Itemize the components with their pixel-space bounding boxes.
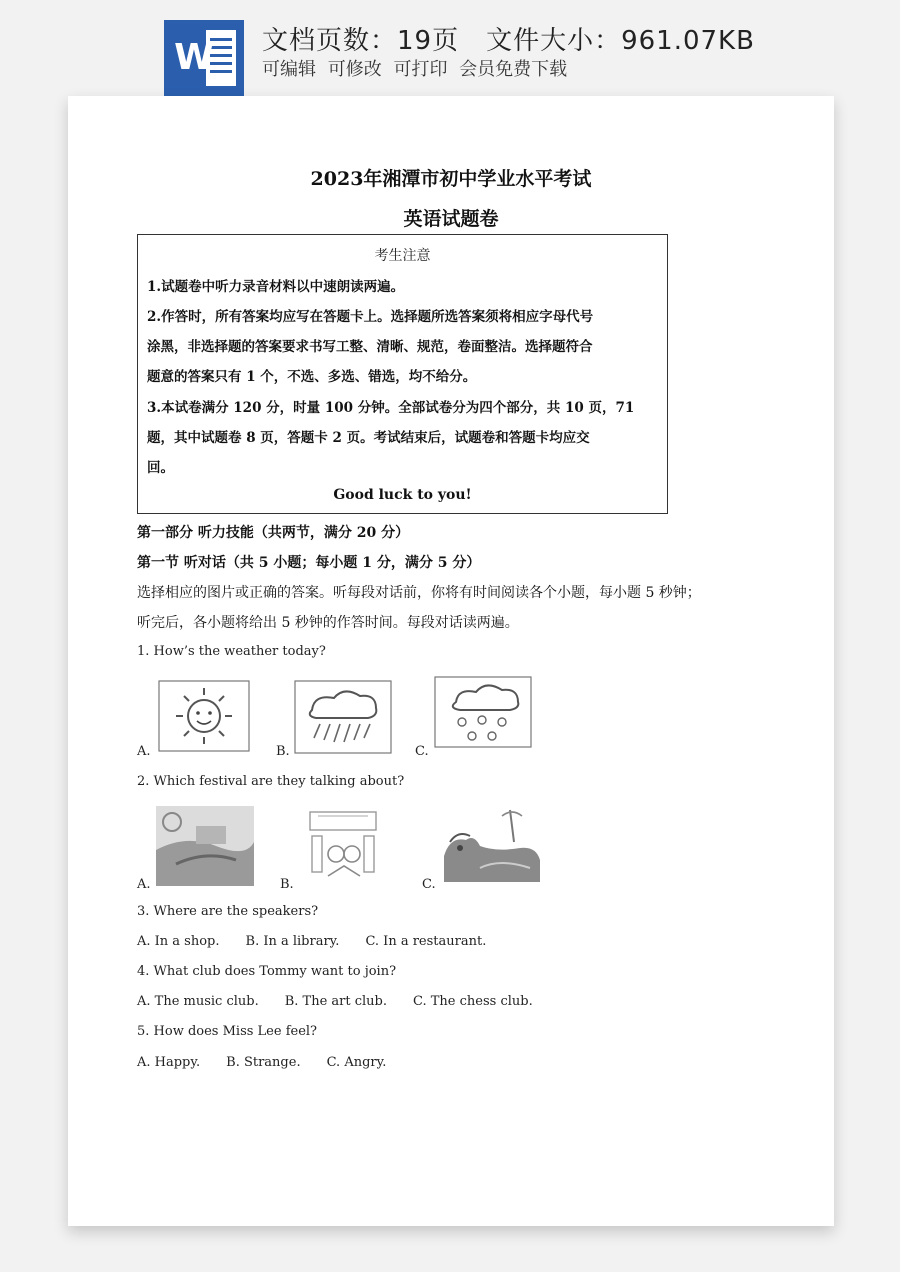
mid-autumn-image — [156, 806, 254, 886]
option-label: A. — [137, 744, 151, 759]
question-4: 4. What club does Tommy want to join? — [137, 964, 397, 979]
rainy-image — [294, 680, 392, 754]
question-5: 5. How does Miss Lee feel? — [137, 1024, 318, 1039]
notice-line: 题，其中试题卷 8 页，答题卡 2 页。考试结束后，试题卷和答题卡均应交 — [147, 430, 590, 446]
question-2: 2. Which festival are they talking about? — [137, 774, 405, 789]
option-c: C. In a restaurant. — [365, 934, 487, 949]
notice-line: 涂黑，非选择题的答案要求书写工整、清晰、规范，卷面整洁。选择题符合 — [147, 339, 593, 355]
file-features: 可编辑 可修改 可打印 会员免费下载 — [262, 59, 568, 80]
option-label: C. — [422, 877, 436, 892]
spring-festival-image — [302, 806, 384, 886]
instruction-line: 听完后，各小题将给出 5 秒钟的作答时间。每段对话读两遍。 — [137, 615, 519, 631]
question-5-options — [137, 1055, 412, 1070]
instruction-line: 选择相应的图片或正确的答案。听每段对话前，你将有时间阅读各个小题，每小题 5 秒钟； — [137, 585, 701, 601]
notice-line: 1.试题卷中听力录音材料以中速朗读两遍。 — [147, 279, 405, 295]
word-document-icon: W — [164, 20, 244, 96]
exam-title: 2023年湘潭市初中学业水平考试 — [310, 168, 592, 190]
notice-line: 题意的答案只有 1 个，不选、多选、错选，均不给分。 — [147, 369, 477, 385]
notice-line: 3.本试卷满分 120 分，时量 100 分钟。全部试卷分为四个部分，共 10 页，71 — [147, 400, 635, 416]
dragon-boat-image — [440, 806, 544, 886]
document-page — [68, 96, 834, 1226]
part-heading: 第一部分 听力技能（共两节，满分 20 分） — [137, 525, 410, 541]
notice-heading: 考生注意 — [374, 248, 431, 264]
option-a: A. The music club. — [137, 994, 259, 1009]
exam-subtitle: 英语试题卷 — [403, 208, 499, 230]
option-b: B. Strange. — [226, 1055, 301, 1070]
section-heading: 第一节 听对话（共 5 小题；每小题 1 分，满分 5 分） — [137, 555, 481, 571]
sunny-image — [158, 680, 250, 752]
question-4-options — [137, 994, 559, 1009]
option-label: C. — [415, 744, 429, 759]
option-a: A. In a shop. — [137, 934, 220, 949]
notice-line: 2.作答时，所有答案均应写在答题卡上。选择题所选答案须将相应字母代号 — [147, 309, 594, 325]
notice-line: 回。 — [147, 460, 174, 476]
option-a: A. Happy. — [137, 1055, 201, 1070]
question-1: 1. How’s the weather today? — [137, 644, 326, 659]
notice-box — [137, 234, 668, 514]
file-info: 文档页数：19页 文件大小：961.07KB — [262, 26, 755, 56]
option-c: C. The chess club. — [413, 994, 533, 1009]
question-3: 3. Where are the speakers? — [137, 904, 319, 919]
option-label: A. — [137, 877, 151, 892]
notice-footer: Good luck to you! — [333, 487, 472, 503]
option-b: B. The art club. — [284, 994, 388, 1009]
download-banner — [0, 0, 900, 100]
snowy-image — [434, 676, 532, 748]
question-3-options — [137, 934, 512, 949]
option-b: B. In a library. — [245, 934, 340, 949]
option-label: B. — [280, 877, 294, 892]
option-c: C. Angry. — [326, 1055, 387, 1070]
option-label: B. — [276, 744, 290, 759]
